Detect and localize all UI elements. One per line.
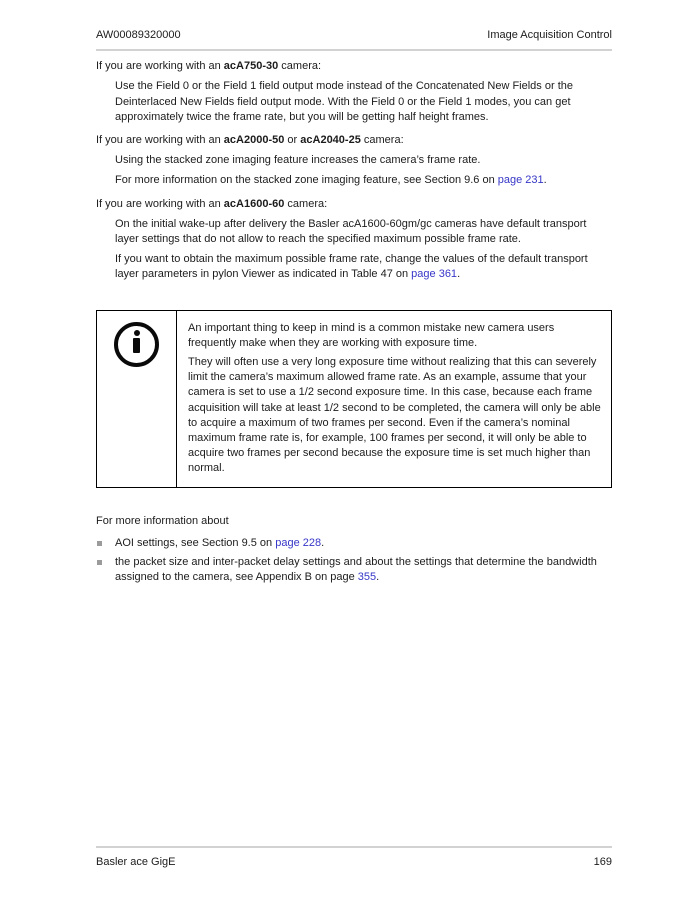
bullet-square-icon	[97, 560, 102, 565]
body-paragraph: On the initial wake-up after delivery the Basler acA1600-60gm/gc cameras have default transport layer settings that do not allow to reach the specified maximum possible frame rate.	[115, 217, 587, 246]
paragraph-text: .	[457, 268, 461, 281]
page-footer	[96, 855, 612, 870]
camera-heading-aca750	[96, 59, 612, 74]
body-paragraph: Use the Field 0 or the Field 1 field output mode instead of the Concatenated New Fields or the Deinterlaced New Fields field output mode. With the Field 0 or the Field 1 modes, you can get approximately twice the frame rate, but you will be getting half height frames.	[115, 80, 573, 123]
heading-text: If you are working with an	[96, 60, 224, 73]
camera-heading-aca2000	[96, 133, 612, 148]
body-paragraph	[115, 173, 612, 188]
header-doc-id: AW00089320000	[96, 29, 181, 41]
list-item-text	[115, 555, 612, 585]
heading-text: If you are working with an	[96, 134, 224, 147]
page-header	[96, 0, 612, 43]
note-text-cell	[177, 311, 611, 487]
list-text: .	[376, 571, 380, 584]
header-rule	[96, 49, 612, 51]
heading-text: camera:	[278, 60, 322, 73]
footer-rule	[96, 846, 612, 848]
list-text: .	[321, 536, 325, 549]
list-item-text	[115, 536, 324, 551]
list-text: AOI settings, see Section 9.5 on	[115, 536, 276, 549]
more-info-intro: For more information about	[96, 514, 229, 527]
camera-model: acA2000-50	[223, 134, 285, 147]
page-link-361[interactable]: page 361	[411, 268, 458, 281]
camera-model: acA750-30	[223, 60, 279, 73]
page-link-228[interactable]: page 228	[275, 536, 322, 549]
page-link-355[interactable]: 355	[357, 571, 377, 584]
bullet-square-icon	[97, 541, 102, 546]
list-text: the packet size and inter-packet delay settings and about the settings that determine the bandwidth assigned to the camera, see Appendix B on page	[115, 556, 597, 584]
heading-text: camera:	[360, 134, 404, 147]
heading-text: If you are working with an	[96, 197, 224, 210]
body-paragraph: Using the stacked zone imaging feature increases the camera’s frame rate.	[115, 154, 481, 167]
paragraph-text: .	[543, 174, 547, 187]
page-link-231[interactable]: page 231	[497, 174, 544, 187]
footer-page-number: 169	[593, 856, 612, 868]
paragraph-text: If you want to obtain the maximum possible frame rate, change the values of the default transport layer parameters in pylon Viewer as indicated in Table 47 on	[115, 253, 588, 281]
info-icon	[114, 322, 159, 367]
info-icon-dot	[134, 330, 140, 336]
info-icon-stem	[133, 338, 140, 353]
camera-model: acA2040-25	[300, 134, 361, 147]
paragraph-text: For more information on the stacked zone imaging feature, see Section 9.6 on	[115, 174, 498, 187]
footer-product-name: Basler ace GigE	[96, 856, 176, 868]
camera-heading-aca1600	[96, 197, 612, 212]
note-paragraph: They will often use a very long exposure time without realizing that this can severely limit the camera’s maximum allowed frame rate. As an example, assume that your camera is set to use a 1/2 second exposure time. In this case, because each frame acquisition will take at least 1/2 second to be completed, the camera will only be able to acquire a maximum of two frames per second. Even if the camera’s nominal maximum frame rate is, for example, 100 frames per second, it will only be able to acquire two frames per second because the exposure time is set much higher than normal.	[188, 356, 601, 475]
camera-model: acA1600-60	[223, 197, 285, 210]
body-paragraph	[115, 252, 612, 282]
heading-text: camera:	[284, 197, 328, 210]
more-info-list	[96, 536, 612, 586]
info-note-box	[96, 310, 612, 488]
note-icon-cell	[97, 311, 177, 487]
list-item	[96, 536, 612, 551]
note-paragraph: An important thing to keep in mind is a common mistake new camera users frequently make when they are working with exposure time.	[188, 321, 555, 349]
list-item	[96, 555, 612, 585]
heading-text: or	[284, 134, 301, 147]
header-chapter-title: Image Acquisition Control	[487, 29, 612, 41]
